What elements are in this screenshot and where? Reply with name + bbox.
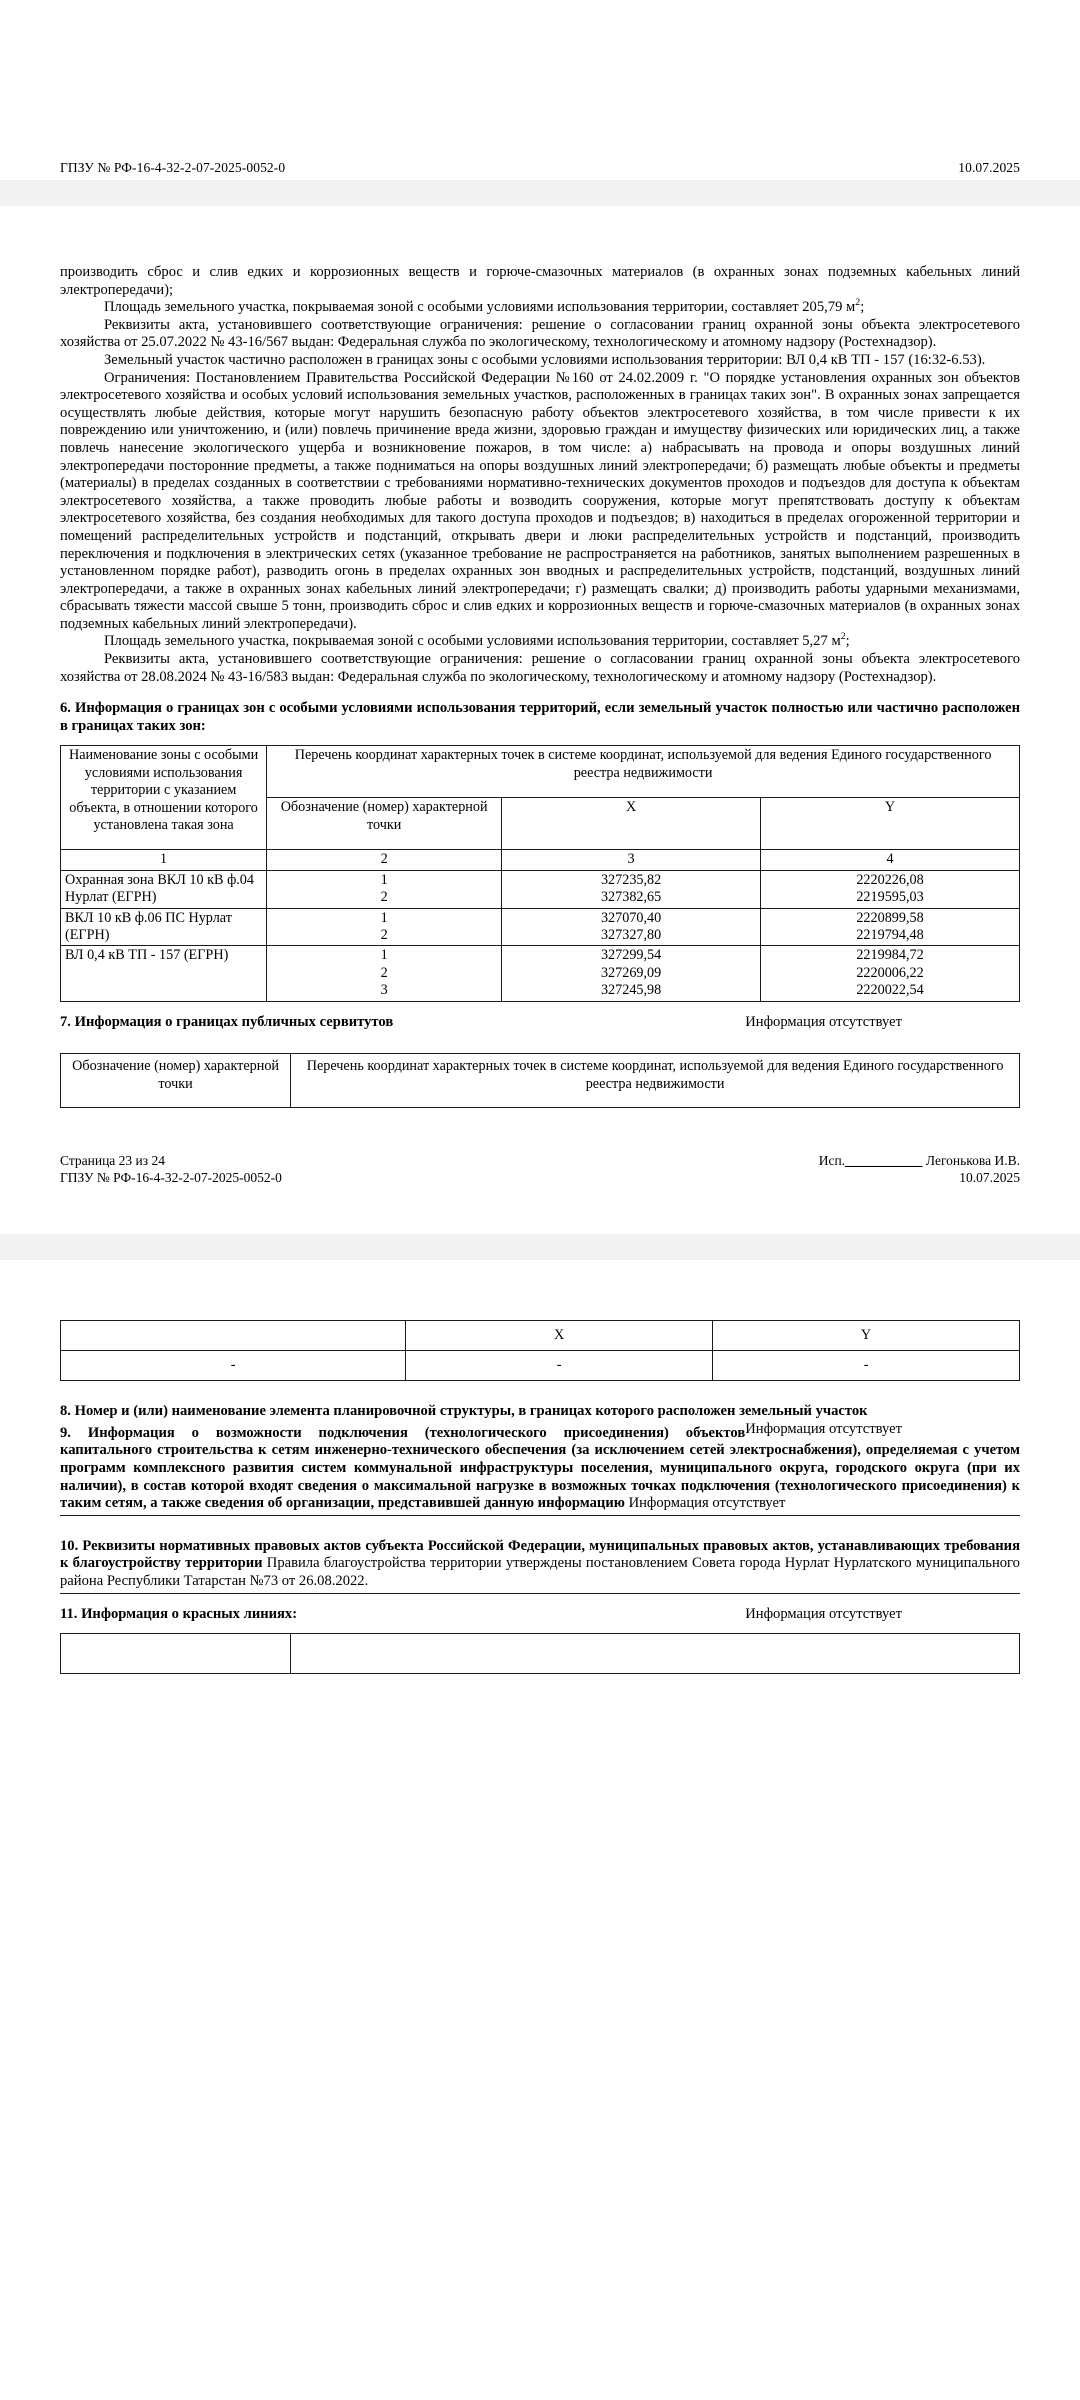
xy-header-blank: [61, 1321, 406, 1351]
table-row: [61, 946, 1020, 1001]
point-number: 2: [380, 889, 388, 906]
table-row: [61, 870, 1020, 908]
area-1-value: 205,79: [802, 299, 843, 316]
page-footer-right: [819, 1152, 1020, 1186]
page-separator: [0, 180, 1080, 206]
header-zone-name: Наименование зоны с особыми условиями использования территории с указанием объекта, в отношении которого установлена такая зона: [61, 746, 267, 850]
paragraph-restrictions-continued: производить сброс и слив едких и коррозионных веществ и горюче-смазочных материалов (в охранных зонах подземных кабельных линий электропередачи);: [60, 264, 1020, 298]
header-coordinates-span: Перечень координат характерных точек в системе координат, используемой для ведения Единого государственного реестра недвижимости: [267, 746, 1020, 798]
running-head-date: 10.07.2025: [958, 160, 1020, 175]
y-values-cell: [761, 870, 1020, 908]
section-7-title: 7. Информация о границах публичных сервитутов: [60, 1013, 394, 1030]
section-11-cell-right: [291, 1634, 1020, 1674]
y-value: 2220899,58: [856, 909, 924, 926]
coordinates-table-head: [61, 746, 1020, 850]
section-9-value: Информация отсутствует: [628, 1495, 786, 1512]
area-1-text: Площадь земельного участка, покрываемая зоной с особыми условиями использования территории, составляет: [104, 299, 799, 316]
point-number: 2: [380, 964, 388, 981]
point-number: 1: [380, 909, 388, 926]
section-11-value: Информация отсутствует: [745, 1605, 902, 1622]
column-number-row: [61, 850, 1020, 870]
point-number: 2: [380, 927, 388, 944]
body-top-spacer: [60, 206, 1020, 264]
x-values-cell: [502, 908, 761, 946]
coordinates-table-body: [61, 850, 1020, 1001]
section-7-value: Информация отсутствует: [745, 1013, 902, 1030]
section-8-title-text: 8. Номер и (или) наименование элемента планировочной структуры, в границах которого расположен земельный участок: [60, 1403, 868, 1420]
section-9-title-text: 9. Информация о возможности подключения (технологического присоединения) объектов капитального строительства к сетям инженерно-технического обеспечения (за исключением сетей электроснабжения), определяемая с учетом программ комплексного развития систем коммунальной инфраструктуры поселения, муниципального округа, городского округа (при их наличии), в состав которой входят сведения о максимальной нагрузке в возможных точках подключения (технологического присоединения) к таким сетям, а также сведения об организации, представившей данную информацию: [60, 1424, 1020, 1512]
x-values-cell: [502, 946, 761, 1001]
y-value: 2219984,72: [856, 947, 924, 964]
document-page-24: [0, 1260, 1080, 1674]
page-footer: [60, 1152, 1020, 1186]
y-values-cell: [761, 946, 1020, 1001]
section-10-title: [60, 1538, 1020, 1591]
section-11-title: 11. Информация о красных линиях:: [60, 1605, 298, 1622]
running-head: [60, 160, 1020, 180]
area-2-unit-sup: 2: [840, 631, 846, 643]
section-8-value: Информация отсутствует: [745, 1420, 902, 1437]
section-8-block: [60, 1403, 1020, 1437]
document-body-page-23: [0, 206, 1080, 1234]
xy-cell-point: -: [61, 1351, 406, 1381]
area-2-tail: ;: [845, 633, 850, 650]
area-2-value: 5,27: [802, 633, 828, 650]
area-2-text: Площадь земельного участка, покрываемая зоной с особыми условиями использования территории, составляет: [104, 633, 799, 650]
paragraph-parcel-partially-located: Земельный участок частично расположен в границах зоны с особыми условиями использования территории: ВЛ 0,4 кВ ТП - 157 (16:32-6.53).: [104, 351, 986, 368]
bottom-margin-page-23: [60, 1186, 1020, 1234]
coordinates-header-row-1: [61, 746, 1020, 798]
header-y: Y: [761, 798, 1020, 850]
footer-doc-number: ГПЗУ № РФ-16-4-32-2-07-2025-0052-0: [60, 1170, 282, 1186]
xy-cell-x: -: [406, 1351, 713, 1381]
table-row: [61, 1351, 1020, 1381]
header-x: X: [502, 798, 761, 850]
xy-header-y: Y: [713, 1321, 1020, 1351]
y-value: 2220006,22: [856, 964, 924, 981]
x-value: 327327,80: [600, 927, 662, 944]
y-value: 2220022,54: [856, 982, 924, 999]
y-values-cell: [761, 908, 1020, 946]
point-numbers-cell: [267, 870, 502, 908]
point-number: 1: [380, 871, 388, 888]
col-index-2: 2: [267, 850, 502, 870]
executor-signature-rule: __________: [845, 1153, 923, 1169]
paragraph-act-details-2: Реквизиты акта, установившего соответствующие ограничения: решение о согласовании границ охранной зоны объекта электросетевого хозяйства от 28.08.2024 № 43-16/583 выдан: Федеральная служба по экологическому, технологическому и атомному надзору (Ростехнадзор).: [60, 651, 1020, 685]
paragraph-restrictions-full: Ограничения: Постановлением Правительства Российской Федерации №160 от 24.02.2009 г. "О порядке установления охранных зон объектов электросетевого хозяйства и особых условий использования земельных участков, расположенных в границах таких зон". В охранных зонах запрещается осуществлять любые действия, которые могут нарушить безопасную работу объектов электросетевого хозяйства, в том числе привести к их повреждению или уничтожению, и (или) повлечь причинение вреда жизни, здоровью граждан и имуществу физических или юридических лиц, а также повлечь нанесение экологического ущерба и возникновение пожаров, в том числе: а) набрасывать на провода и опоры воздушных линий электропередачи посторонние предметы, а также подниматься на опоры воздушных линий электропередачи; б) размещать любые объекты и предметы (материалы) в пределах созданных в соответствии с требованиями нормативно-технических документов проходов и подъездов для доступа к объектам электросетевого хозяйства, а также проводить любые работы и возводить сооружения, которые могут препятствовать доступу к объектам электросетевого хозяйства, без создания необходимых для такого доступа проходов и подъездов; в) находиться в пределах огороженной территории и помещений распределительных устройств и подстанций, открывать двери и люки распределительных устройств и подстанций, производить переключения и подключения в электрических сетях (указанное требование не распространяется на работников, занятых выполнением разрешенных в установленном порядке работ), разводить огонь в пределах охранных зон вводных и распределительных устройств, подстанций, воздушных линий электропередачи, а также в охранных зонах кабельных линий электропередачи; г) размещать свалки; д) производить работы ударными механизмами, сбрасывать тяжести массой свыше 5 тонн, производить сброс и слив едких и коррозионных веществ и горюче-смазочных материалов (в охранных зонах подземных кабельных линий электропередачи).: [60, 369, 1020, 632]
section-7-servitude-table: [60, 1053, 1020, 1108]
section-8-title: [60, 1403, 1020, 1437]
coordinates-xy-table: [60, 1320, 1020, 1381]
section-10-block: [60, 1538, 1020, 1594]
section-9-block: [60, 1425, 1020, 1516]
servitude-header-row: [61, 1054, 1020, 1108]
table-row: [61, 908, 1020, 946]
x-value: 327245,98: [600, 982, 662, 999]
xy-header-row: [61, 1321, 1020, 1351]
area-1-tail: ;: [860, 299, 865, 316]
paragraph-act-details-1: Реквизиты акта, установившего соответствующие ограничения: решение о согласовании границ охранной зоны объекта электросетевого хозяйства от 25.07.2022 № 43-16/567 выдан: Федеральная служба по экологическому, технологическому и атомному надзору (Ростехнадзор).: [60, 316, 1020, 351]
zone-name-cell: Охранная зона ВКЛ 10 кВ ф.04 Нурлат (ЕГРН): [61, 870, 267, 908]
paragraph-area-2: [60, 633, 1020, 651]
section-10-title-text: 10. Реквизиты нормативных правовых актов субъекта Российской Федерации, муниципальных правовых актов, устанавливающих требования к благоустройству территории: [60, 1537, 1020, 1572]
point-number: 1: [380, 947, 388, 964]
table-row: [61, 1634, 1020, 1674]
page-number-label: Страница 23 из 24: [60, 1153, 165, 1169]
executor-label: Исп.: [818, 1153, 846, 1169]
col-index-1: 1: [61, 850, 267, 870]
running-head-doc-number: ГПЗУ № РФ-16-4-32-2-07-2025-0052-0: [60, 160, 286, 175]
x-value: 327299,54: [600, 947, 662, 964]
top-margin: [60, 0, 1020, 160]
header-point-number: Обозначение (номер) характерной точки: [267, 798, 502, 850]
section-11-table: [60, 1633, 1020, 1674]
page-separator-2: [0, 1234, 1080, 1260]
section-6-coordinates-table: [60, 745, 1020, 1001]
page-24-top-spacer: [60, 1260, 1020, 1320]
zone-name-cell: ВЛ 0,4 кВ ТП - 157 (ЕГРН): [61, 946, 267, 1001]
page-footer-left: [60, 1152, 282, 1186]
point-numbers-cell: [267, 908, 502, 946]
x-value: 327235,82: [600, 871, 662, 888]
point-number: 3: [380, 982, 388, 999]
x-value: 327070,40: [600, 909, 662, 926]
x-values-cell: [502, 870, 761, 908]
point-numbers-cell: [267, 946, 502, 1001]
area-2-unit: м: [831, 633, 841, 650]
zone-name-cell: ВКЛ 10 кВ ф.06 ПС Нурлат (ЕГРН): [61, 908, 267, 946]
col-index-3: 3: [502, 850, 761, 870]
section-11-cell-left: [61, 1634, 291, 1674]
executor-name: Легонькова И.В.: [925, 1153, 1020, 1169]
spacer-before-section-6: [60, 686, 1020, 700]
executor-line: [819, 1152, 1020, 1169]
area-1-unit-sup: 2: [855, 297, 861, 309]
x-value: 327382,65: [600, 889, 662, 906]
y-value: 2219794,48: [856, 927, 924, 944]
paragraph-area-1: [60, 299, 1020, 317]
servitude-header-point: Обозначение (номер) характерной точки: [61, 1054, 291, 1108]
section-10-value: Правила благоустройства территории утверждены постановлением Совета города Нурлат Нурлатского муниципального района Республики Татарстан №73 от 26.08.2022.: [60, 1555, 1020, 1590]
y-value: 2219595,03: [856, 889, 924, 906]
section-7-row: [60, 1014, 1020, 1032]
section-11-row: [60, 1606, 1020, 1624]
y-value: 2220226,08: [856, 871, 924, 888]
x-value: 327269,09: [600, 964, 662, 981]
area-1-unit: м: [846, 299, 856, 316]
section-6-heading: 6. Информация о границах зон с особыми условиями использования территорий, если земельный участок полностью или частично расположен в границах таких зон:: [60, 700, 1020, 734]
col-index-4: 4: [761, 850, 1020, 870]
footer-date: 10.07.2025: [959, 1170, 1020, 1186]
document-page-23: [0, 0, 1080, 180]
xy-cell-y: -: [713, 1351, 1020, 1381]
xy-header-x: X: [406, 1321, 713, 1351]
servitude-header-span: Перечень координат характерных точек в системе координат, используемой для ведения Единого государственного реестра недвижимости: [291, 1054, 1020, 1108]
